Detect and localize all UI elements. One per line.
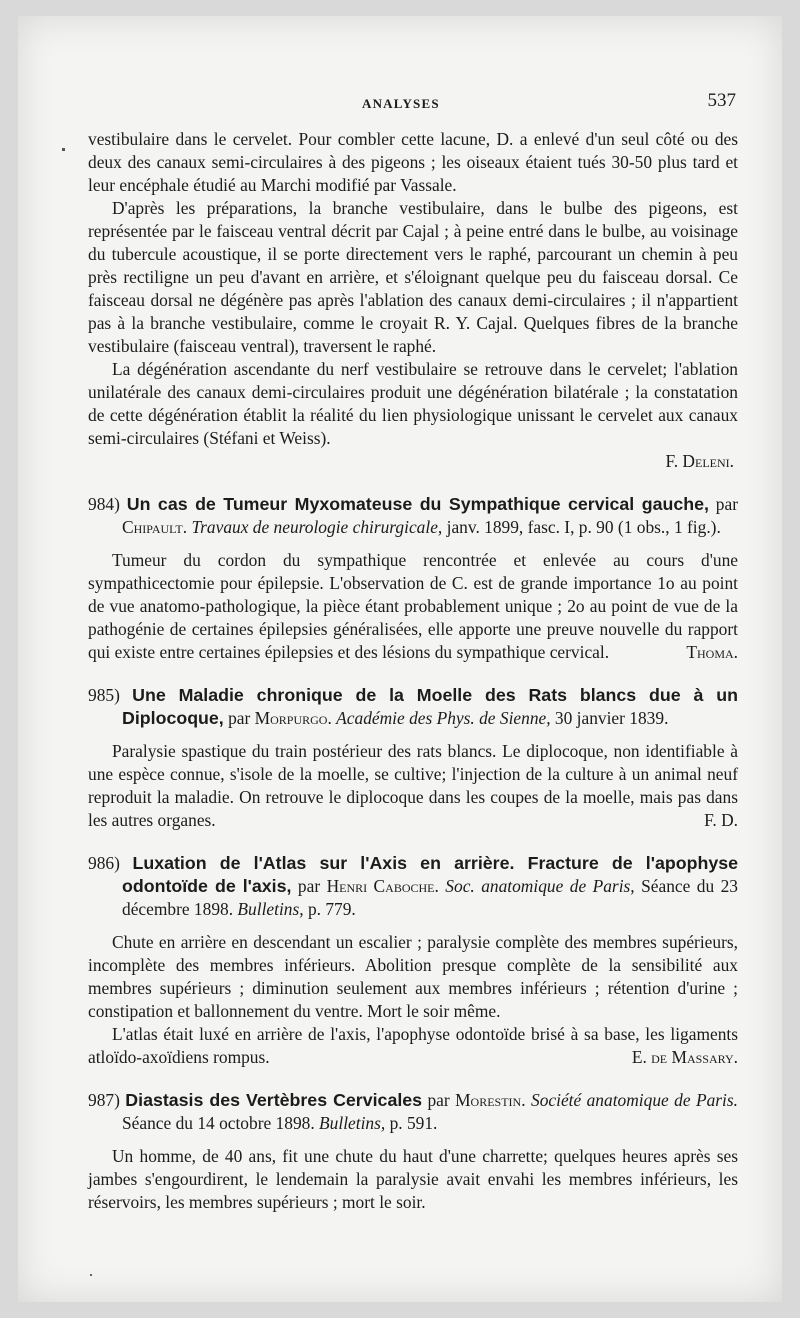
entry-signature: Thoma. [686, 642, 738, 662]
entry-details: Séance du 23 décembre 1898. [122, 876, 738, 919]
entry-journal: Académie des Phys. de Sienne, [336, 708, 551, 728]
margin-mark [90, 1274, 92, 1276]
entry-details-secondary: p. 591. [385, 1113, 438, 1133]
intro-paragraph-2: D'après les préparations, la branche vestibulaire, dans le bulbe des pigeons, est représentée par le faisceau ventral décrit par Cajal ; à peine entré dans le bulbe, au voisinage du tubercule acoustique, il se porte directement vers le raphé, parcourant un chemin à peu près rectiligne un peu d'avant en arrière, et s'éloignant quelque peu du faisceau dorsal. Ce faisceau dorsal ne dégénère pas après l'ablation des canaux demi-circulaires ; il n'appartient pas à la branche vestibulaire, comme le croyait R. Y. Cajal. Quelques fibres de la branche vestibulaire (faisceau ventral), traversent le raphé. [88, 198, 738, 356]
entry-heading [88, 852, 738, 921]
entry-body-text: L'atlas était luxé en arrière de l'axis, l'apophyse odontoïde brisé à sa base, les ligaments atloïdo-axoïdiens rompus. [88, 1024, 738, 1067]
entry-separator: . [327, 708, 337, 728]
entry-details: janv. 1899, fasc. I, p. 90 (1 obs., 1 fig.). [442, 517, 721, 537]
entry-signature: F. D. [704, 810, 738, 830]
entry-journal: Société anatomique de Paris. [531, 1090, 738, 1110]
entry-journal: Travaux de neurologie chirurgicale, [191, 517, 443, 537]
entry-details: 30 janvier 1839. [550, 708, 669, 728]
entry-details: Séance du 14 octobre 1898. [122, 1113, 320, 1133]
page-content [88, 128, 738, 1214]
entry-author: Morpurgo [254, 708, 328, 728]
entry-by: par [291, 876, 327, 896]
entry-title: Un cas de Tumeur Myxomateuse du Sympathique cervical gauche, [126, 494, 709, 514]
document-page [18, 16, 782, 1302]
entry-heading [88, 1089, 738, 1135]
entry-title: Diastasis des Vertèbres Cervicales [125, 1090, 423, 1110]
entry-by: par [223, 708, 255, 728]
abstract-entry-984 [88, 493, 738, 664]
entry-heading [88, 684, 738, 730]
entry-number: 984) [88, 494, 120, 514]
entry-heading [88, 493, 738, 539]
margin-mark [62, 148, 65, 151]
intro-signature: F. Deleni. [665, 451, 734, 471]
entry-body-text: Tumeur du cordon du sympathique rencontrée et enlevée au cours d'une sympathicectomie pour épilepsie. L'observation de C. est de grande importance 1o au point de vue anatomo-pathologique, la pièce étant probablement unique ; 2o au point de vue de la pathogénie de certaines épilepsies généralisées, elle apporte une preuve nouvelle du rapport qui existe entre certaines épilepsies et des lésions du sympathique cervical. [88, 550, 738, 662]
entry-author: Morestin [455, 1090, 522, 1110]
page-header [18, 90, 782, 118]
entry-signature: E. de Massary. [631, 1047, 738, 1067]
entry-details-secondary: p. 779. [303, 899, 356, 919]
entry-body: Chute en arrière en descendant un escalier ; paralysie complète des membres supérieurs, incomplète des membres inférieurs. Abolition presque complète de la sensibilité aux membres supérieurs ; diminution seulement aux membres inférieurs ; rétention d'urine ; constipation et ballonnement du ventre. Mort le soir même. [88, 932, 738, 1021]
intro-paragraph-1: vestibulaire dans le cervelet. Pour combler cette lacune, D. a enlevé d'un seul côté ou des deux des canaux semi-circulaires à des pigeons ; les oiseaux étaient tués 30-50 plus tard et leur encéphale étudié au Marchi modifié par Vassale. [88, 129, 738, 195]
entry-author: Chipault [122, 517, 183, 537]
entry-body: Un homme, de 40 ans, fit une chute du haut d'une charrette; quelques heures après ses jambes s'engourdirent, le lendemain la paralysie avait envahi les membres inférieurs, les réservoirs, les membres supérieurs ; mort le soir. [88, 1146, 738, 1212]
entry-title: Une Maladie chronique de la Moelle des Rats blancs due à un Diplocoque, [122, 685, 738, 728]
entry-journal-secondary: Bulletins, [237, 899, 304, 919]
entry-journal: Soc. anatomique de Paris, [445, 876, 635, 896]
abstract-entry-985 [88, 684, 738, 832]
abstract-entry-987 [88, 1089, 738, 1214]
intro-paragraph-3: La dégénération ascendante du nerf vestibulaire se retrouve dans le cervelet; l'ablation unilatérale des canaux demi-circulaires produit une dégénération bilatérale ; la constatation de cette dégénération établit la réalité du lien physiologique unissant le cervelet aux canaux semi-circulaires (Stéfani et Weiss). [88, 359, 738, 448]
entry-number: 986) [88, 853, 120, 873]
entry-author: Henri Caboche [326, 876, 435, 896]
entry-number: 987) [88, 1090, 120, 1110]
entry-title: Luxation de l'Atlas sur l'Axis en arrière. Fracture de l'apophyse odontoïde de l'axis, [122, 853, 738, 896]
entry-by: par [708, 494, 738, 514]
entry-body-text: Paralysie spastique du train postérieur des rats blancs. Le diplocoque, non identifiable à une espèce connue, s'isole de la moelle, se cultive; l'injection de la culture à un animal neuf reproduit la maladie. On retrouve le diplocoque dans les coupes de la moelle, mais pas dans les autres organes. [88, 741, 738, 830]
entry-body [88, 549, 738, 664]
abstract-entry-986 [88, 852, 738, 1069]
entry-separator: . [434, 876, 446, 896]
entry-number: 985) [88, 685, 120, 705]
entry-by: par [422, 1090, 456, 1110]
entry-body [88, 740, 738, 832]
running-head: ANALYSES [362, 96, 440, 111]
page-number: 537 [707, 90, 736, 111]
entry-separator: . [182, 517, 192, 537]
entry-separator: . [521, 1090, 531, 1110]
entry-body-continued [88, 1023, 738, 1069]
entry-journal-secondary: Bulletins, [319, 1113, 386, 1133]
